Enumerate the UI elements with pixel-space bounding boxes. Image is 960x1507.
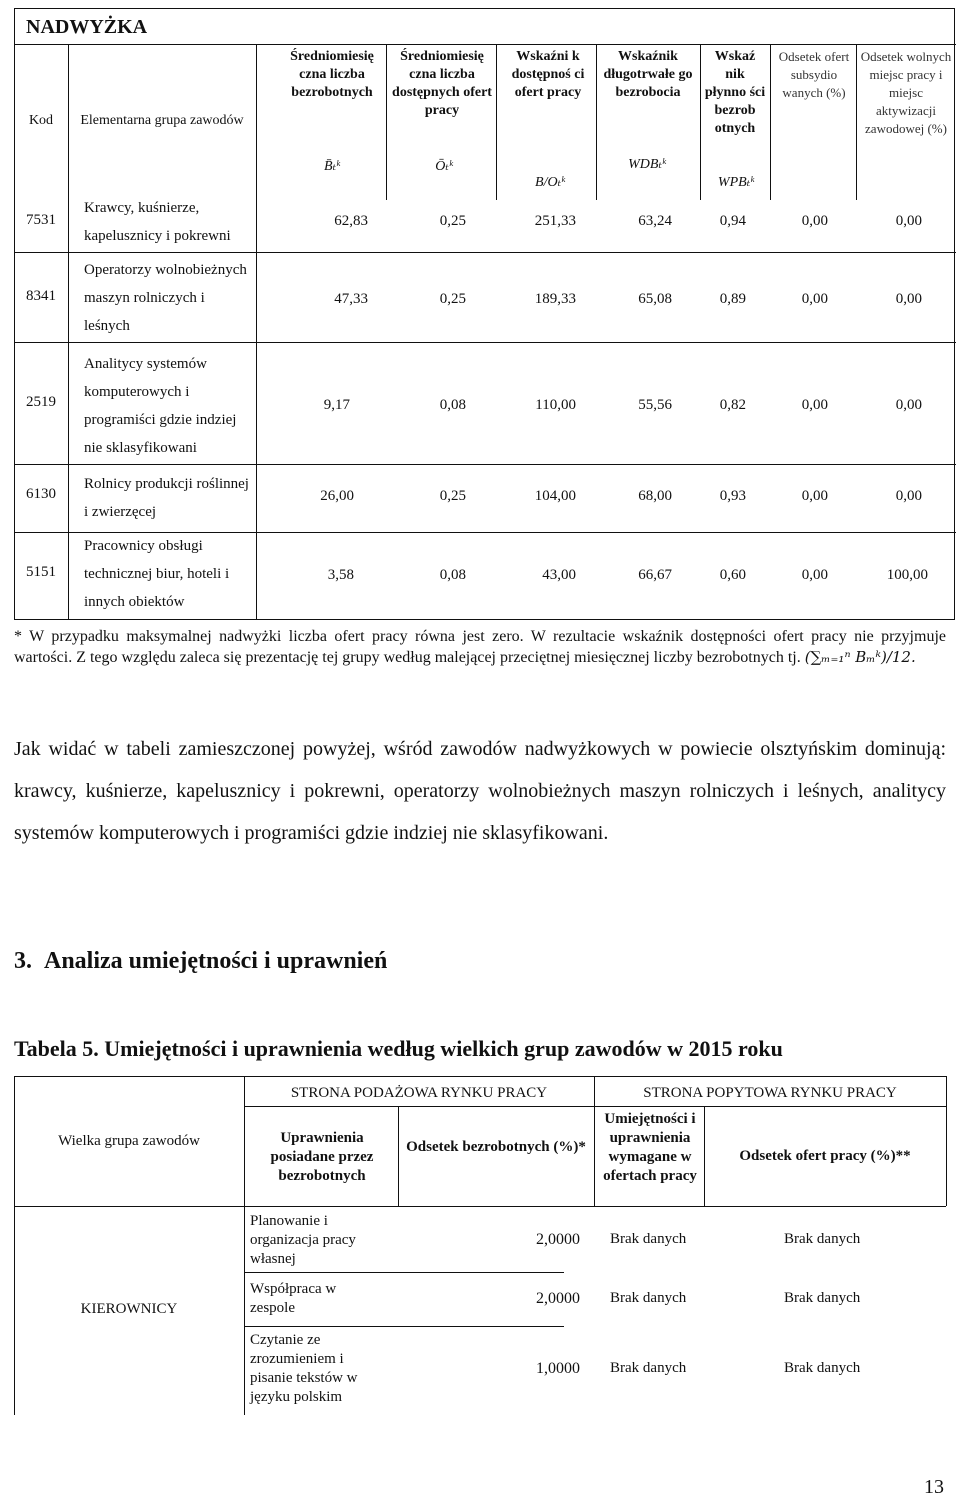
table-divider	[14, 342, 956, 343]
skill-label: Czytanie ze zrozumieniem i pisanie tekstów w języku polskim	[250, 1332, 358, 1405]
table-divider	[244, 1326, 564, 1327]
group-name: KIEROWNICY	[80, 1301, 178, 1317]
cell: 0,08	[439, 397, 466, 413]
cell: 189,33	[534, 291, 576, 307]
table-divider	[14, 1206, 946, 1207]
header-pct-offers: Odsetek ofert pracy (%)**	[739, 1148, 911, 1164]
cell: 26,00	[320, 488, 354, 504]
header-symbol: Ōₜᵏ	[435, 159, 453, 174]
cell: 68,00	[638, 488, 672, 504]
supply-header: STRONA PODAŻOWA RYNKU PRACY	[290, 1085, 548, 1101]
table-divider	[386, 44, 387, 200]
header-kod: Kod	[28, 113, 54, 128]
table-divider	[594, 1076, 595, 1206]
cell: 62,83	[334, 213, 368, 229]
cell: 0,60	[719, 567, 746, 583]
table-divider	[244, 1076, 245, 1415]
pct-offers-value: Brak danych	[784, 1360, 861, 1376]
header-group: Elementarna grupa zawodów	[80, 113, 244, 128]
row-code: 2519	[26, 394, 56, 410]
cell: 0,00	[801, 291, 828, 307]
table-divider	[14, 252, 956, 253]
row-occupation: Analitycy systemów komputerowych i programiści gdzie indziej nie sklasyfikowani	[84, 356, 237, 456]
header-symbol: B̄ₜᵏ	[324, 159, 340, 174]
cell: 0,00	[801, 397, 828, 413]
header-avg-offers: Średniomiesię czna liczba dostępnych ofert pracy	[392, 49, 492, 118]
cell: 43,00	[542, 567, 576, 583]
row-code: 7531	[26, 212, 56, 228]
cell: 0,00	[895, 488, 922, 504]
cell: 0,00	[801, 213, 828, 229]
skill-label: Planowanie i organizacja pracy własnej	[250, 1213, 356, 1267]
table-divider	[596, 44, 597, 200]
row-occupation: Operatorzy wolnobieżnych maszyn rolniczych i leśnych	[84, 262, 247, 334]
required-value: Brak danych	[610, 1360, 687, 1376]
cell: 0,25	[439, 488, 466, 504]
cell: 9,17	[323, 397, 350, 413]
header-fluidity: Wskaź nik płynno ści bezrob otnych	[704, 49, 766, 136]
cell: 66,67	[638, 567, 672, 583]
required-value: Brak danych	[610, 1290, 687, 1306]
table-divider	[244, 1272, 564, 1273]
cell: 104,00	[534, 488, 576, 504]
table-divider	[14, 464, 956, 465]
header-symbol: B/Oₜᵏ	[535, 175, 565, 190]
skill-value: 2,0000	[536, 1290, 580, 1307]
table-divider	[244, 1106, 946, 1107]
pct-offers-value: Brak danych	[784, 1231, 861, 1247]
row-code: 8341	[26, 288, 56, 304]
cell: 0,93	[719, 488, 746, 504]
table-caption: Tabela 5. Umiejętności i uprawnienia według wielkich grup zawodów w 2015 roku	[14, 1036, 783, 1061]
cell: 63,24	[638, 213, 672, 229]
footnote-formula: (∑ₘ₌₁ⁿ Bₘᵏ)/12.	[804, 648, 916, 666]
table-divider	[770, 44, 771, 200]
cell: 0,89	[719, 291, 746, 307]
cell: 0,25	[439, 213, 466, 229]
cell: 47,33	[334, 291, 368, 307]
pct-offers-value: Brak danych	[784, 1290, 861, 1306]
table-divider	[496, 44, 497, 200]
header-subsidized: Odsetek ofert subsydio wanych (%)	[778, 49, 850, 100]
header-availability: Wskaźni k dostępnoś ci ofert pracy	[511, 49, 585, 100]
cell: 0,00	[895, 291, 922, 307]
cell: 100,00	[886, 567, 928, 583]
header-avg-unemployed: Średniomiesię czna liczba bezrobotnych	[290, 49, 374, 100]
skill-value: 2,0000	[536, 1231, 580, 1248]
table-title: NADWYŻKA	[26, 16, 148, 38]
header-vacancies: Odsetek wolnych miejsc pracy i miejsc aktywizacji zawodowej (%)	[860, 49, 952, 136]
skill-value: 1,0000	[536, 1360, 580, 1377]
cell: 110,00	[535, 397, 576, 413]
cell: 0,00	[895, 397, 922, 413]
body-paragraph: Jak widać w tabeli zamieszczonej powyżej, wśród zawodów nadwyżkowych w powiecie olsztyńskim dominują: krawcy, kuśnierze, kapelusznicy i pokrewni, operatorzy wolnobieżnych maszyn rolniczych i leśnych, analitycy systemów komputerowych i programiści gdzie indziej nie sklasyfikowani.	[14, 738, 946, 844]
header-required: Umiejętności i uprawnienia wymagane w ofertach pracy	[603, 1111, 697, 1184]
table-divider	[856, 44, 857, 200]
cell: 0,00	[895, 213, 922, 229]
cell: 55,56	[638, 397, 672, 413]
header-held: Uprawnienia posiadane przez bezrobotnych	[270, 1130, 374, 1184]
skill-label: Współpraca w zespole	[250, 1281, 337, 1316]
header-group: Wielka grupa zawodów	[58, 1133, 200, 1149]
header-pct-unemployed: Odsetek bezrobotnych (%)*	[406, 1139, 586, 1155]
cell: 0,00	[801, 567, 828, 583]
table-divider	[946, 1076, 947, 1206]
header-symbol: WPBₜᵏ	[717, 175, 755, 190]
cell: 0,08	[439, 567, 466, 583]
row-code: 5151	[26, 564, 56, 580]
table-divider	[700, 44, 701, 200]
cell: 3,58	[327, 567, 354, 583]
cell: 0,25	[439, 291, 466, 307]
cell: 0,82	[719, 397, 746, 413]
section-heading: 3. Analiza umiejętności i uprawnień	[14, 948, 388, 974]
table-divider	[398, 1106, 399, 1206]
row-occupation: Krawcy, kuśnierze, kapelusznicy i pokrewni	[84, 200, 231, 244]
row-occupation: Rolnicy produkcji roślinnej i zwierzęcej	[84, 476, 249, 520]
row-code: 6130	[26, 486, 56, 502]
cell: 251,33	[534, 213, 576, 229]
cell: 0,94	[719, 213, 746, 229]
header-symbol: WDBₜᵏ	[628, 157, 666, 172]
required-value: Brak danych	[610, 1231, 687, 1247]
header-long-term: Wskaźnik długotrwałe go bezrobocia	[603, 49, 693, 100]
table-divider	[14, 44, 956, 45]
row-occupation: Pracownicy obsługi technicznej biur, hoteli i innych obiektów	[84, 538, 230, 610]
cell: 65,08	[638, 291, 672, 307]
page-number: 13	[924, 1476, 944, 1498]
table-divider	[68, 44, 69, 620]
footnote: * W przypadku maksymalnej nadwyżki liczba ofert pracy równa jest zero. W rezultacie wskaźnik dostępności ofert pracy nie przyjmuje wartości. Z tego względu zaleca się prezentację tej grupy według malejącej przeciętnej miesięcznej liczby bezrobotnych tj. (∑ₘ₌₁ⁿ Bₘᵏ)/12.	[14, 628, 946, 666]
table-divider	[256, 44, 257, 620]
table-divider	[704, 1106, 705, 1206]
cell: 0,00	[801, 488, 828, 504]
demand-header: STRONA POPYTOWA RYNKU PRACY	[643, 1085, 897, 1101]
